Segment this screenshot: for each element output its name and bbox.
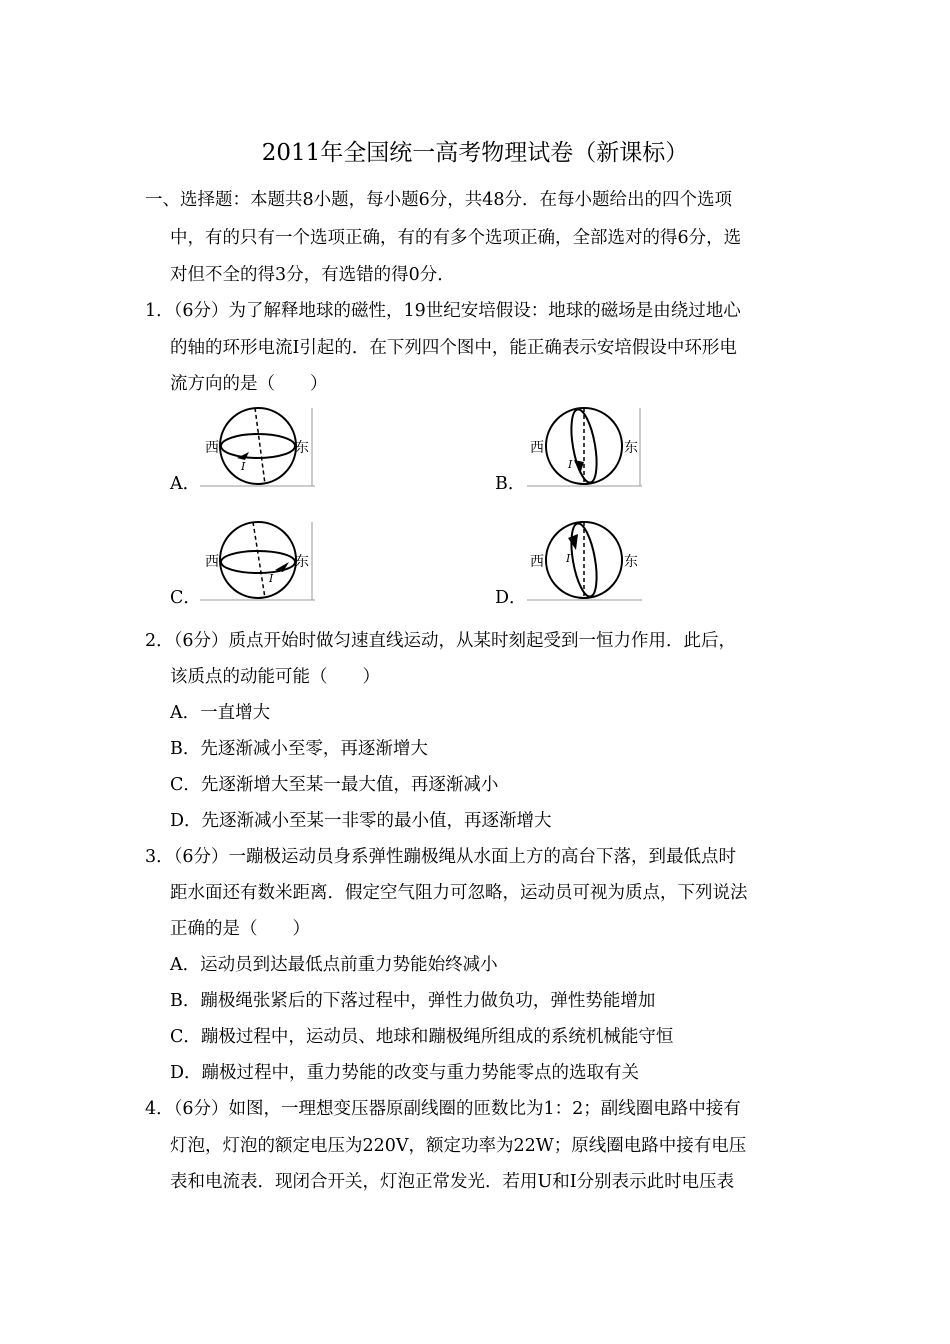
current-label: I xyxy=(241,460,246,473)
west-label: 西 xyxy=(530,554,544,570)
q3-line-1: 3．（6分）一蹦极运动员身系弹性蹦极绳从水面上方的高台下落，到最低点时 xyxy=(145,847,737,867)
q4-line-2: 灯泡，灯泡的额定电压为220V，额定功率为22W；原线圈电路中接有电压 xyxy=(170,1136,747,1156)
section-line-1: 一、选择题：本题共8小题，每小题6分，共48分．在每小题给出的四个选项 xyxy=(145,190,733,210)
q3-option-c: C．蹦极过程中，运动员、地球和蹦极绳所组成的系统机械能守恒 xyxy=(170,1027,674,1047)
q2-line-1: 2．（6分）质点开始时做匀速直线运动，从某时刻起受到一恒力作用．此后， xyxy=(145,631,737,651)
q1-option-d-label: D． xyxy=(495,588,527,608)
q4-line-3: 表和电流表．现闭合开关，灯泡正常发光．若用U和I分别表示此时电压表 xyxy=(170,1172,735,1192)
east-label: 东 xyxy=(295,554,309,570)
q1-line-1: 1．（6分）为了解释地球的磁性，19世纪安培假设：地球的磁场是由绕过地心 xyxy=(145,301,741,321)
q2-option-c: C．先逐渐增大至某一最大值，再逐渐减小 xyxy=(170,775,499,795)
west-label: 西 xyxy=(530,440,544,456)
q3-option-b: B．蹦极绳张紧后的下落过程中，弹性力做负功，弹性势能增加 xyxy=(170,991,656,1011)
q1-figure-d xyxy=(522,518,647,604)
q1-line-2: 的轴的环形电流I引起的．在下列四个图中，能正确表示安培假设中环形电 xyxy=(170,338,737,358)
east-label: 东 xyxy=(295,440,309,456)
east-label: 东 xyxy=(624,440,638,456)
current-label: I xyxy=(566,552,571,565)
current-label: I xyxy=(269,572,274,585)
section-line-2: 中，有的只有一个选项正确，有的有多个选项正确，全部选对的得6分，选 xyxy=(170,228,742,248)
q1-figure-a xyxy=(195,404,320,490)
q3-option-a: A．运动员到达最低点前重力势能始终减小 xyxy=(170,955,498,975)
q2-line-2: 该质点的动能可能（ ） xyxy=(170,667,380,687)
q3-option-d: D．蹦极过程中，重力势能的改变与重力势能零点的选取有关 xyxy=(170,1063,640,1083)
q3-line-3: 正确的是（ ） xyxy=(170,919,310,939)
q1-option-c-label: C． xyxy=(170,588,201,608)
q1-figure-b xyxy=(522,404,647,490)
q1-figure-c xyxy=(195,518,320,604)
current-label: I xyxy=(568,458,573,471)
q2-option-b: B．先逐渐减小至零，再逐渐增大 xyxy=(170,739,428,759)
q2-option-d: D．先逐渐减小至某一非零的最小值，再逐渐增大 xyxy=(170,811,552,831)
west-label: 西 xyxy=(205,440,219,456)
q3-line-2: 距水面还有数米距离．假定空气阻力可忽略，运动员可视为质点，下列说法 xyxy=(170,883,748,903)
west-label: 西 xyxy=(205,554,219,570)
q2-option-a: A．一直增大 xyxy=(170,703,271,723)
east-label: 东 xyxy=(624,554,638,570)
q4-line-1: 4．（6分）如图，一理想变压器原副线圈的匝数比为1：2；副线圈电路中接有 xyxy=(145,1099,741,1119)
page-title: 2011年全国统一高考物理试卷（新课标） xyxy=(261,140,689,166)
q1-line-3: 流方向的是（ ） xyxy=(170,374,328,394)
q1-option-b-label: B． xyxy=(495,474,526,494)
q1-option-a-label: A． xyxy=(170,474,201,494)
section-line-3: 对但不全的得3分，有选错的得0分． xyxy=(170,265,455,285)
